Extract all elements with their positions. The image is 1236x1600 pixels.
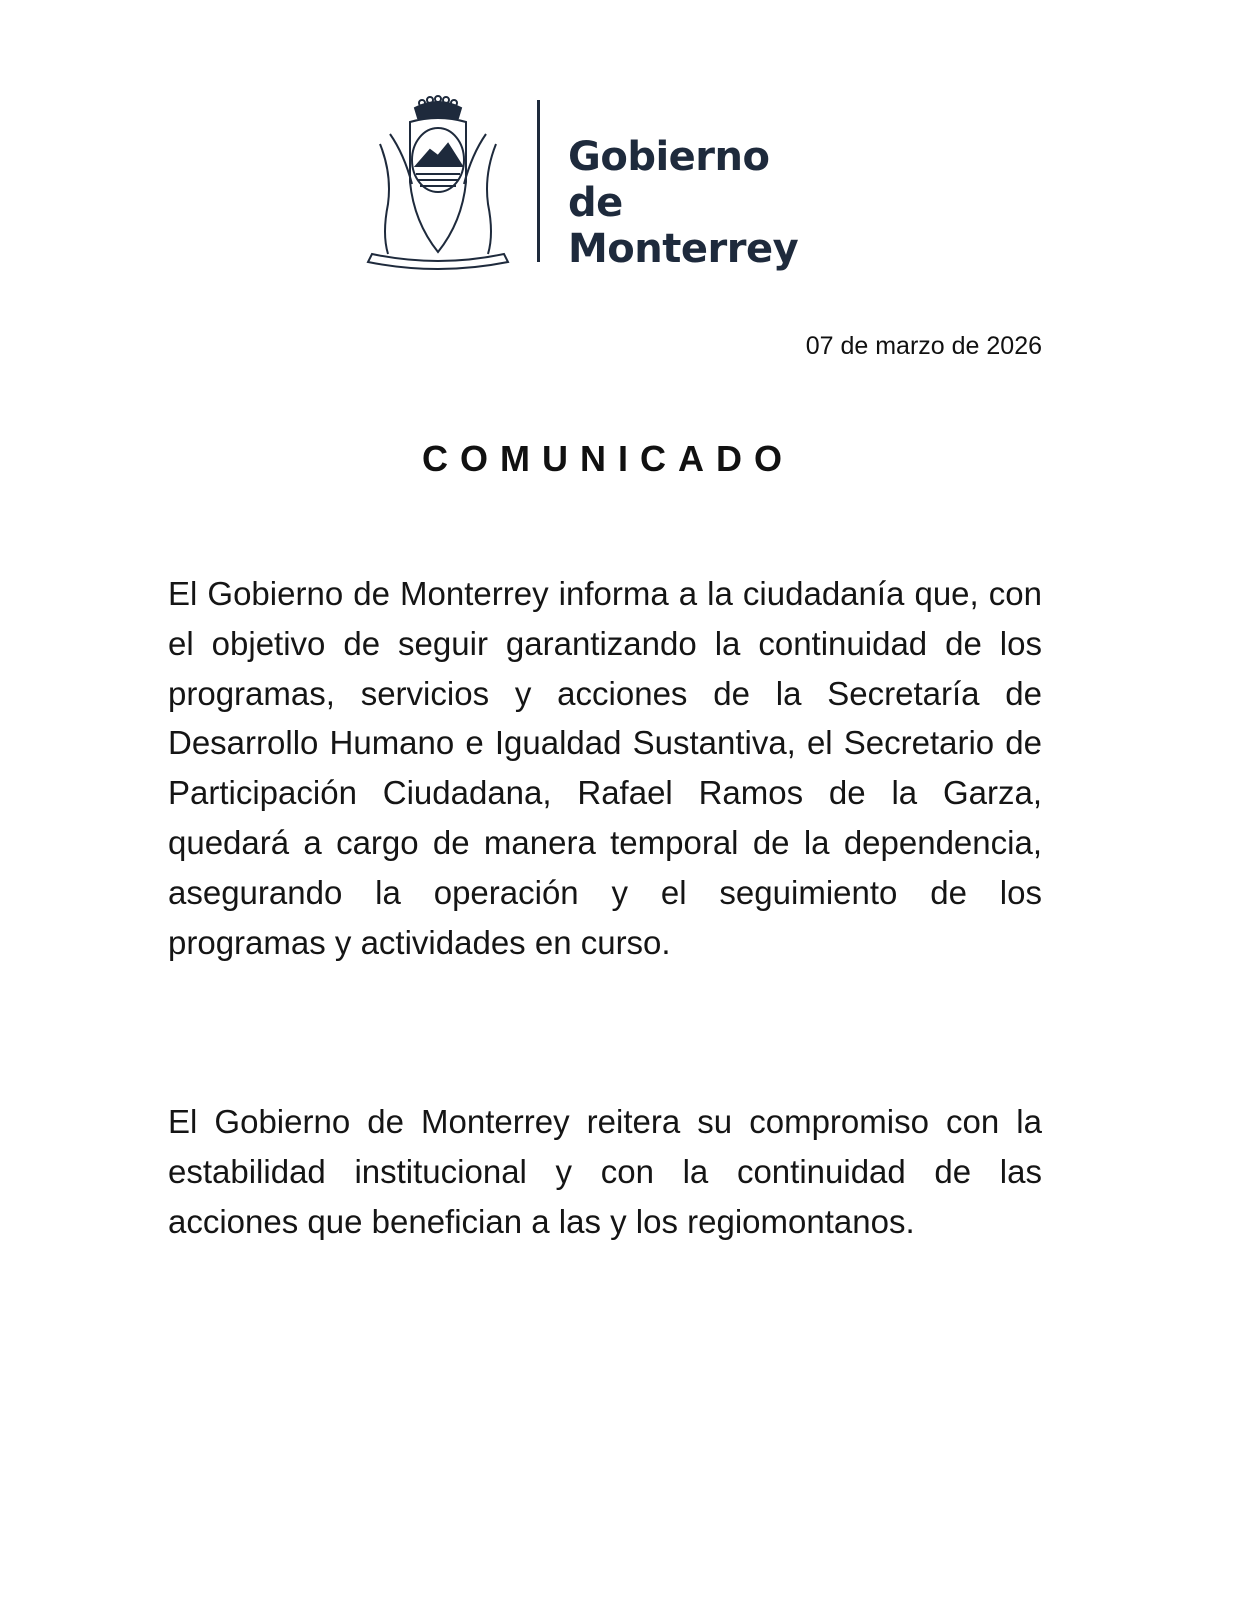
- brand-line-1: Gobierno: [568, 134, 770, 180]
- logo-divider: [537, 100, 540, 262]
- logo: [360, 94, 860, 270]
- coat-of-arms-icon: [360, 94, 516, 270]
- body-paragraph-2: El Gobierno de Monterrey reitera su compromiso con la estabilidad institucional y con la continuidad de las acciones que benefician a las y los regiomontanos.: [168, 1103, 1042, 1240]
- body-paragraph-1: El Gobierno de Monterrey informa a la ciudadanía que, con el objetivo de seguir garantizando la continuidad de los programas, servicios y acciones de la Secretaría de Desarrollo Humano e Igualdad Sustantiva, el Secretario de Participación Ciudadana, Rafael Ramos de la Garza, quedará a cargo de manera temporal de la dependencia, asegurando la operación y el seguimiento de los programas y actividades en curso.: [168, 575, 1042, 961]
- brand-line-2: de Monterrey: [568, 180, 799, 272]
- brand-name: [568, 134, 860, 272]
- document-date: 07 de marzo de 2026: [805, 332, 1042, 360]
- document-title: COMUNICADO: [422, 438, 794, 479]
